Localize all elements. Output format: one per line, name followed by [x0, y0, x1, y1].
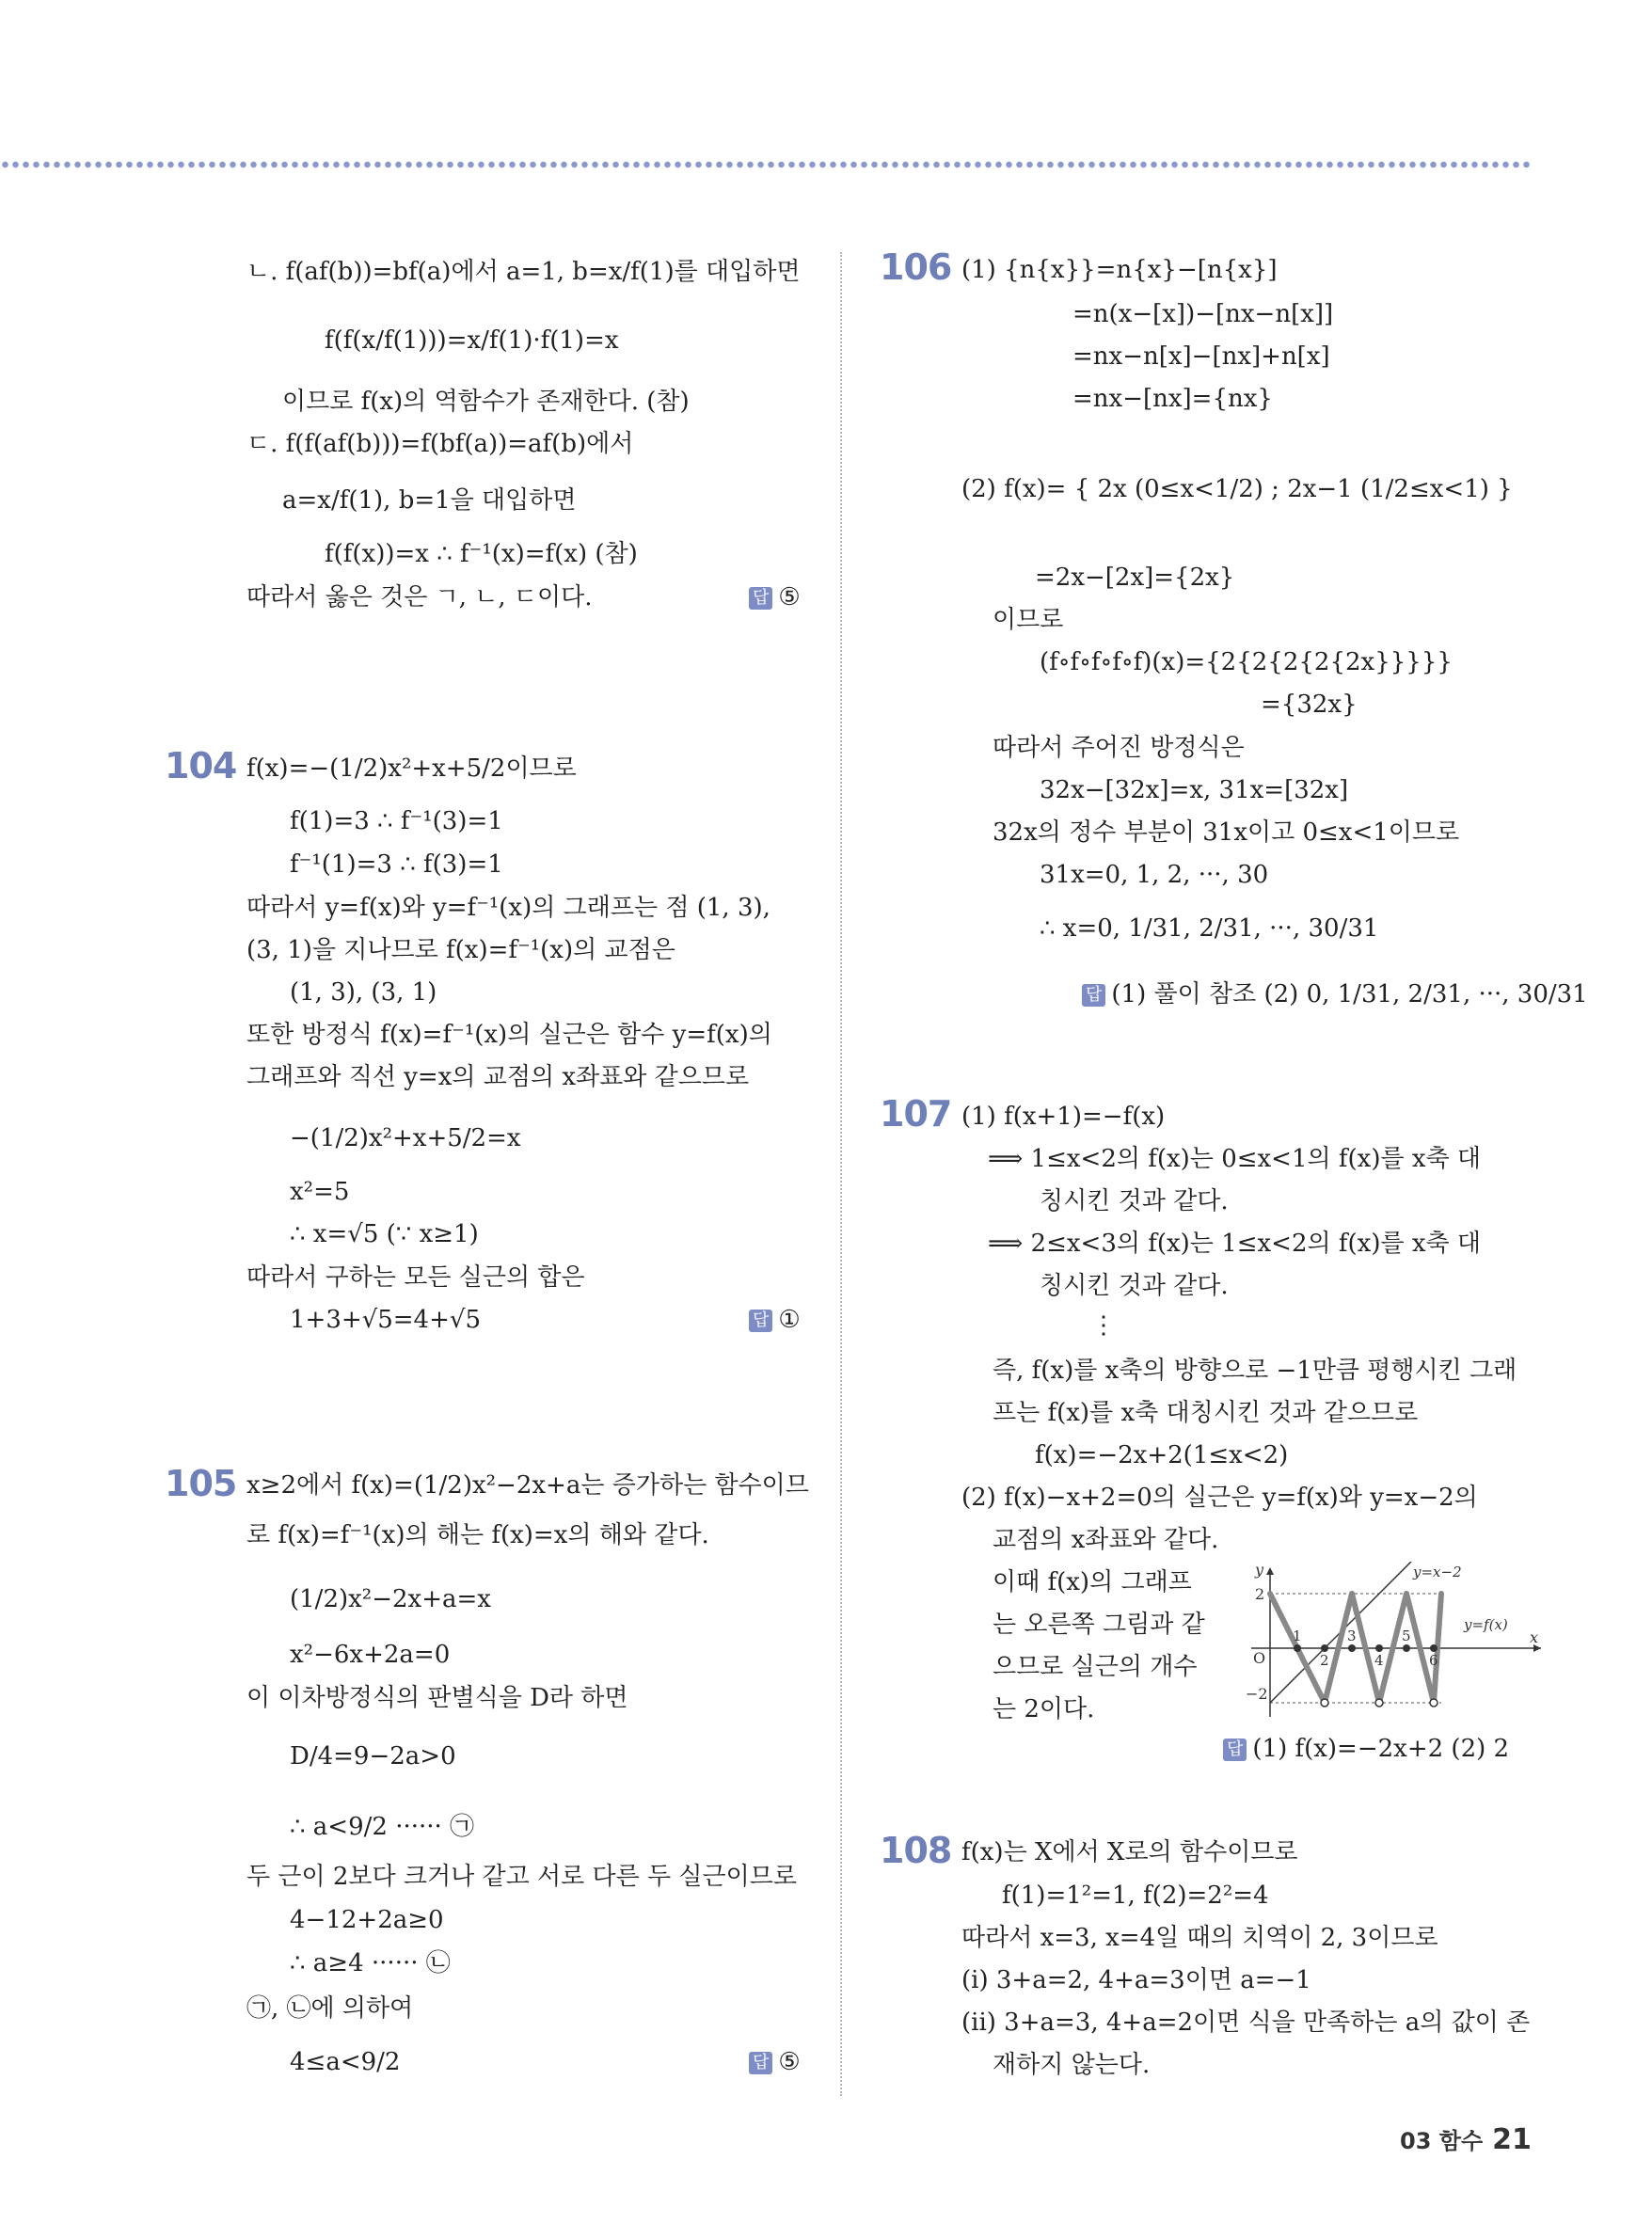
text-line: 4≤a<9/2 — [290, 2048, 401, 2076]
text-line: 따라서 y=f(x)와 y=f⁻¹(x)의 그래프는 점 (1, 3), — [246, 894, 770, 922]
text-line: 는 오른쪽 그림과 같 — [993, 1611, 1205, 1639]
text-line: ⟹ 1≤x<2의 f(x)는 0≤x<1의 f(x)를 x축 대 — [988, 1145, 1482, 1173]
y-axis-label: y — [1255, 1562, 1264, 1579]
text-line: 이므로 f(x)의 역함수가 존재한다. (참) — [282, 388, 690, 416]
tick-1: 1 — [1293, 1628, 1302, 1644]
origin-label: O — [1253, 1649, 1266, 1667]
problem-number: 106 — [880, 246, 952, 288]
answer-text: ⑤ — [778, 2048, 801, 2076]
text-line: ∴ a≥4 ······ ㉡ — [290, 1949, 451, 1977]
text-line: D/4=9−2a>0 — [290, 1742, 456, 1770]
text-line: ㄷ. f(f(af(b)))=f(bf(a))=af(b)에서 — [246, 430, 634, 458]
text-line: ={32x} — [1261, 691, 1358, 719]
text-line: f(1)=1²=1, f(2)=2²=4 — [1002, 1882, 1269, 1910]
answer-text: (1) 풀이 참조 (2) 0, 1/31, 2/31, ···, 30/31 — [1111, 980, 1588, 1008]
text-line: 교점의 x좌표와 같다. — [993, 1526, 1219, 1554]
text-line: f(x)는 X에서 X로의 함수이므로 — [961, 1838, 1298, 1866]
text-line: (1, 3), (3, 1) — [290, 978, 437, 1007]
text-line: 따라서 구하는 모든 실근의 합은 — [246, 1263, 585, 1292]
answer-badge: 답 — [749, 1310, 772, 1332]
answer-badge: 답 — [749, 587, 772, 610]
answer-104 — [749, 1304, 801, 1336]
text-line: (ii) 3+a=3, 4+a=2이면 식을 만족하는 a의 값이 존 — [961, 2009, 1531, 2037]
text-line: 32x의 정수 부분이 31x이고 0≤x<1이므로 — [993, 818, 1460, 847]
text-line: 칭시킨 것과 같다. — [1040, 1187, 1229, 1215]
text-line: ㉠, ㉡에 의하여 — [246, 1994, 414, 2023]
text-line: ∴ a<9/2 ······ ㉠ — [290, 1813, 475, 1841]
text-line: 칭시킨 것과 같다. — [1040, 1272, 1229, 1300]
text-line: f(1)=3 ∴ f⁻¹(3)=1 — [290, 807, 503, 835]
problem-number: 104 — [165, 745, 237, 786]
x-axis-label: x — [1530, 1628, 1539, 1646]
tick-3: 3 — [1347, 1628, 1357, 1644]
column-divider — [840, 252, 842, 2096]
text-line: 1+3+√5=4+√5 — [290, 1306, 481, 1334]
tick-y-top: 2 — [1255, 1585, 1265, 1603]
problem-number: 107 — [880, 1093, 952, 1135]
text-line: (3, 1)을 지나므로 f(x)=f⁻¹(x)의 교점은 — [246, 936, 675, 964]
text-line: =nx−[nx]={nx} — [1072, 385, 1273, 413]
answer-text: ⑤ — [778, 583, 801, 611]
text-line: 4−12+2a≥0 — [290, 1906, 444, 1934]
text-line: x²−6x+2a=0 — [290, 1641, 451, 1669]
text-line: f(f(x/f(1)))=x/f(1)·f(1)=x — [325, 326, 619, 355]
text-line: =n(x−[x])−[nx−n[x]] — [1072, 300, 1334, 328]
line-label: y=x−2 — [1413, 1564, 1462, 1580]
text-line: 31x=0, 1, 2, ···, 30 — [1040, 861, 1269, 889]
text-line: 프는 f(x)를 x축 대칭시킨 것과 같으므로 — [993, 1399, 1419, 1427]
answer-text: ① — [778, 1306, 801, 1334]
text-line: f(x)=−2x+2(1≤x<2) — [1035, 1441, 1289, 1469]
function-graph — [1242, 1562, 1543, 1722]
text-line: 따라서 옳은 것은 ㄱ, ㄴ, ㄷ이다. — [246, 583, 593, 611]
text-line: ⟹ 2≤x<3의 f(x)는 1≤x<2의 f(x)를 x축 대 — [988, 1230, 1482, 1258]
answer-105 — [749, 2046, 801, 2078]
tick-4: 4 — [1374, 1652, 1384, 1669]
text-line: 두 근이 2보다 크거나 같고 서로 다른 두 실근이므로 — [246, 1863, 797, 1891]
text-line: ∴ x=√5 (∵ x≥1) — [290, 1220, 479, 1248]
text-line: ㄴ. f(af(b))=bf(a)에서 a=1, b=x/f(1)를 대입하면 — [246, 258, 801, 286]
text-line: ∴ x=0, 1/31, 2/31, ···, 30/31 — [1040, 914, 1379, 943]
curve-label: y=f(x) — [1464, 1616, 1508, 1633]
text-line: (1) f(x+1)=−f(x) — [961, 1103, 1166, 1131]
text-line: a=x/f(1), b=1을 대입하면 — [282, 486, 577, 515]
text-line: f(x)=−(1/2)x²+x+5/2이므로 — [246, 754, 577, 783]
text-line: 이때 f(x)의 그래프 — [993, 1568, 1192, 1596]
text-line: f⁻¹(1)=3 ∴ f(3)=1 — [290, 850, 503, 879]
page-number: 21 — [1492, 2123, 1532, 2156]
text-line: 는 2이다. — [993, 1695, 1095, 1723]
text-line: (1/2)x²−2x+a=x — [290, 1585, 491, 1613]
text-line: 즉, f(x)를 x축의 방향으로 −1만큼 평행시킨 그래 — [993, 1357, 1517, 1385]
answer-103 — [749, 581, 801, 613]
text-line: (i) 3+a=2, 4+a=3이면 a=−1 — [961, 1966, 1311, 1994]
tick-5: 5 — [1402, 1628, 1411, 1644]
text-line: 또한 방정식 f(x)=f⁻¹(x)의 실근은 함수 y=f(x)의 — [246, 1021, 772, 1049]
tick-2: 2 — [1320, 1652, 1329, 1669]
text-line: x≥2에서 f(x)=(1/2)x²−2x+a는 증가하는 함수이므 — [246, 1471, 809, 1500]
text-line: 로 f(x)=f⁻¹(x)의 해는 f(x)=x의 해와 같다. — [246, 1521, 709, 1549]
text-line: 재하지 않는다. — [993, 2051, 1151, 2079]
top-dotted-rule — [0, 158, 1533, 171]
text-line: (f∘f∘f∘f∘f)(x)={2{2{2{2{2x}}}}} — [1040, 648, 1453, 676]
text-line: 따라서 주어진 방정식은 — [993, 734, 1245, 762]
answer-text: (1) f(x)=−2x+2 (2) 2 — [1252, 1735, 1510, 1763]
answer-badge: 답 — [749, 2052, 772, 2074]
text-line: 따라서 x=3, x=4일 때의 치역이 2, 3이므로 — [961, 1924, 1438, 1952]
text-line: 그래프와 직선 y=x의 교점의 x좌표와 같으므로 — [246, 1063, 750, 1091]
text-line: −(1/2)x²+x+5/2=x — [290, 1124, 521, 1152]
tick-y-bottom: −2 — [1246, 1685, 1268, 1703]
text-line: 32x−[32x]=x, 31x=[32x] — [1040, 776, 1349, 804]
chapter-label: 03 함수 — [1400, 2128, 1484, 2154]
text-line: ⋮ — [1091, 1311, 1116, 1340]
answer-106 — [1082, 978, 1588, 1010]
page-footer — [1400, 2122, 1532, 2156]
problem-number: 105 — [165, 1463, 237, 1504]
answer-badge: 답 — [1223, 1739, 1247, 1761]
text-line: 이 이차방정식의 판별식을 D라 하면 — [246, 1684, 628, 1712]
text-line: x²=5 — [290, 1178, 350, 1206]
tick-6: 6 — [1429, 1652, 1438, 1669]
problem-number: 108 — [880, 1830, 952, 1871]
y-arrow-icon — [1266, 1567, 1274, 1575]
answer-badge: 답 — [1082, 984, 1105, 1007]
answer-107 — [1223, 1733, 1509, 1765]
text-line: =2x−[2x]={2x} — [1035, 564, 1235, 592]
text-line: (2) f(x)= { 2x (0≤x<1/2) ; 2x−1 (1/2≤x<1) } — [961, 475, 1513, 503]
text-line: 으므로 실근의 개수 — [993, 1653, 1198, 1681]
text-line: (2) f(x)−x+2=0의 실근은 y=f(x)와 y=x−2의 — [961, 1484, 1478, 1512]
text-line: 이므로 — [993, 606, 1064, 634]
text-line: (1) {n{x}}=n{x}−[n{x}] — [961, 256, 1278, 284]
text-line: =nx−n[x]−[nx]+n[x] — [1072, 342, 1330, 371]
text-line: f(f(x))=x ∴ f⁻¹(x)=f(x) (참) — [325, 540, 638, 568]
